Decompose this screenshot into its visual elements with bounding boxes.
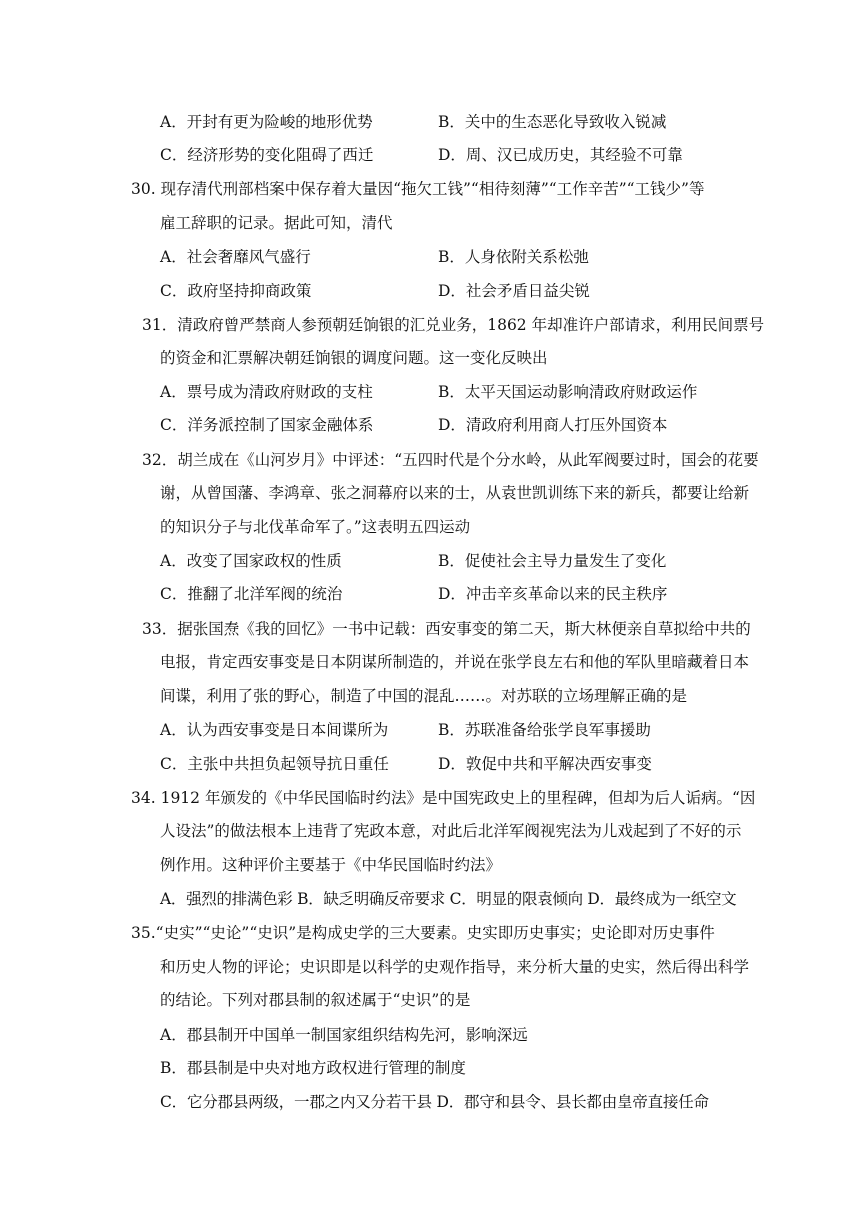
option-d: D．社会矛盾日益尖锐 [438,282,590,300]
question-stem-line: 35.“史实”“史论”“史识”是构成史学的三大要素。史实即历史事实；史论即对历史事件 [131,924,715,942]
question-stem-line: 33．据张国焘《我的回忆》一书中记载：西安事变的第二天，斯大林便亲自草拟给中共的 [142,620,751,638]
question-stem-line: 30. 现存清代刑部档案中保存着大量因“拖欠工钱”“相待刻薄”“工作辛苦”“工钱少”等 [131,180,705,198]
option-a: A．开封有更为险峻的地形优势 [160,113,373,131]
option-a: A．认为西安事变是日本间谍所为 [160,721,389,739]
option-b: B．郡县制是中央对地方政权进行管理的制度 [160,1059,466,1077]
question-stem-line: 31．清政府曾严禁商人参预朝廷饷银的汇兑业务，1862 年却准许户部请求，利用民间票号 [142,316,765,334]
question-stem-line: 电报，肯定西安事变是日本阴谋所制造的，并说在张学良左右和他的军队里暗藏着日本 [160,653,750,671]
option-a: A．票号成为清政府财政的支柱 [160,383,373,401]
option-b: B．太平天国运动影响清政府财政运作 [438,383,698,401]
option-d: D．敦促中共和平解决西安事变 [438,755,652,773]
question-stem-line: 和历史人物的评论；史识即是以科学的史观作指导，来分析大量的史实，然后得出科学 [160,958,750,976]
options-line: C．它分郡县两级，一郡之内又分若干县 D．郡守和县令、县长都由皇帝直接任命 [160,1093,709,1111]
question-stem-line: 谢，从曾国藩、李鸿章、张之洞幕府以来的士，从袁世凯训练下来的新兵，都要让给新 [160,484,750,502]
option-c: C．主张中共担负起领导抗日重任 [160,755,389,773]
option-b: B．人身依附关系松弛 [438,248,589,266]
option-a: A．社会奢靡风气盛行 [160,248,311,266]
question-stem-line: 人设法”的做法根本上违背了宪政本意，对此后北洋军阀视宪法为儿戏起到了不好的示 [160,822,742,840]
option-b: B．促使社会主导力量发生了变化 [438,552,667,570]
question-stem-line: 的资金和汇票解决朝廷饷银的调度问题。这一变化反映出 [160,349,548,367]
option-b: B．苏联准备给张学良军事援助 [438,721,651,739]
option-a: A．改变了国家政权的性质 [160,552,342,570]
options-line: A．强烈的排满色彩 B．缺乏明确反帝要求 C．明显的限袁倾向 D．最终成为一纸空文 [160,890,737,908]
option-c: C．洋务派控制了国家金融体系 [160,416,374,434]
option-d: D．周、汉已成历史，其经验不可靠 [438,146,683,164]
question-stem-line: 34. 1912 年颁发的《中华民国临时约法》是中国宪政史上的里程碑，但却为后人诟病。“因 [131,789,756,807]
option-c: C．经济形势的变化阻碍了西迁 [160,146,374,164]
question-stem-line: 的结论。下列对郡县制的叙述属于“史识”的是 [160,991,471,1009]
option-a: A．郡县制开中国单一制国家组织结构先河，影响深远 [160,1026,528,1044]
question-stem-line: 32．胡兰成在《山河岁月》中评述：“五四时代是个分水岭，从此军阀要过时，国会的花要 [142,451,759,469]
option-b: B．关中的生态恶化导致收入锐减 [438,113,667,131]
option-d: D．冲击辛亥革命以来的民主秩序 [438,585,668,603]
question-stem-line: 例作用。这种评价主要基于《中华民国临时约法》 [160,856,502,874]
option-d: D．清政府利用商人打压外国资本 [438,416,668,434]
question-stem-line: 间谍，利用了张的野心，制造了中国的混乱……。对苏联的立场理解正确的是 [160,687,688,705]
option-c: C．推翻了北洋军阀的统治 [160,585,343,603]
question-stem-line: 的知识分子与北伐革命军了。”这表明五四运动 [160,518,471,536]
option-c: C．政府坚持抑商政策 [160,282,312,300]
question-stem-line: 雇工辞职的记录。据此可知，清代 [160,214,393,232]
